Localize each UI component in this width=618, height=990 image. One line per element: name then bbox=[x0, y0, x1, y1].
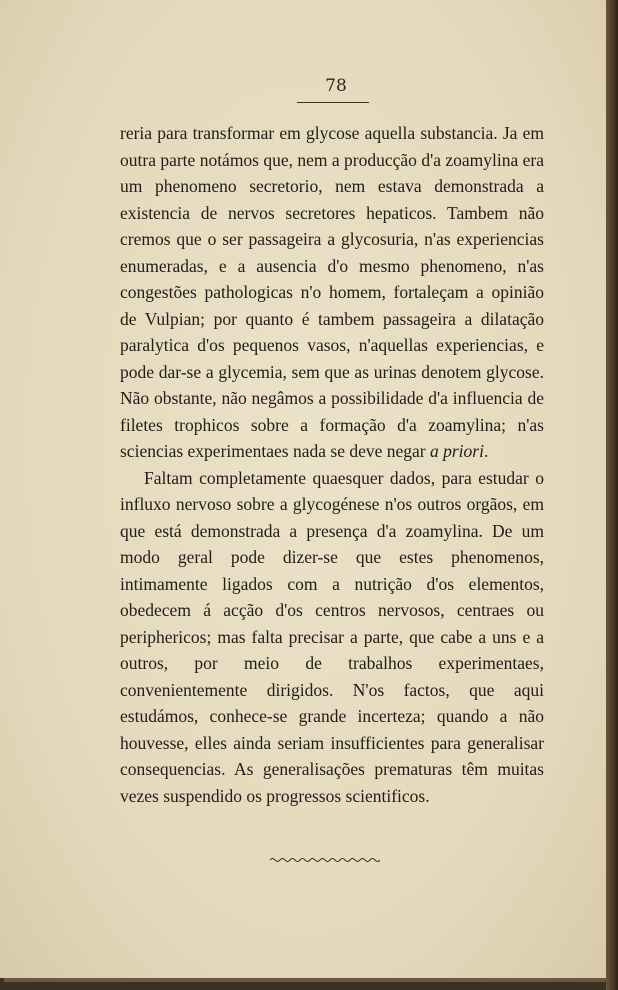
paragraph-1-end: . bbox=[483, 441, 489, 461]
paragraph-2: Faltam completamente quaesquer dados, para estudar o influxo nervoso sobre a glycogénese n'os outros orgãos, em que está demonstrada a presença d'a zoamylina. De um modo geral pode dizer-se que estes phenomenos, intimamente ligados com a nutrição d'os elementos, obedecem á acção d'os centros nervosos, centraes ou periphericos; mas falta precisar a parte, que cabe a uns e a outros, por meio de trabalhos experimentaes, convenientemente dirigidos. N'os factos, que aqui estudámos, conhece-se grande incerteza; quando a não houvesse, elles ainda seriam insufficientes para generalisar consequencias. As generalisações prematuras têm muitas vezes suspendido os progressos scientificos. bbox=[120, 467, 544, 806]
paragraph-1-text: reria para transformar em glycose aquella substancia. Ja em outra parte notámos que, nem a producção d'a zoamylina era um phenomeno secretorio, nem estava demonstrada a existencia de nervos secretores hepaticos. Tambem não cremos que o ser passageira a glycosuria, n'as experiencias enumeradas, e a ausencia d'o mesmo phenomeno, n'as congestões pathologicas n'o homem, fortaleçam a opinião de Vulpian; por quanto é tambem passageira a dilatação paralytica d'os pequenos vasos, n'aquellas experiencias, e pode dar-se a glycemia, sem que as urinas denotem glycose. Não obstante, não negâmos a possibilidade d'a influencia de filetes trophicos sobre a formação d'a zoamylina; n'as sciencias experimentaes nada se deve negar bbox=[120, 123, 544, 461]
binding-gutter bbox=[606, 0, 618, 990]
page-number: 78 bbox=[325, 76, 347, 96]
body-text bbox=[120, 120, 544, 809]
tail-ornament bbox=[270, 856, 380, 864]
paragraph-1 bbox=[120, 120, 544, 465]
emphasis-a-priori: a priori bbox=[429, 441, 484, 461]
page-number-rule bbox=[297, 102, 369, 103]
